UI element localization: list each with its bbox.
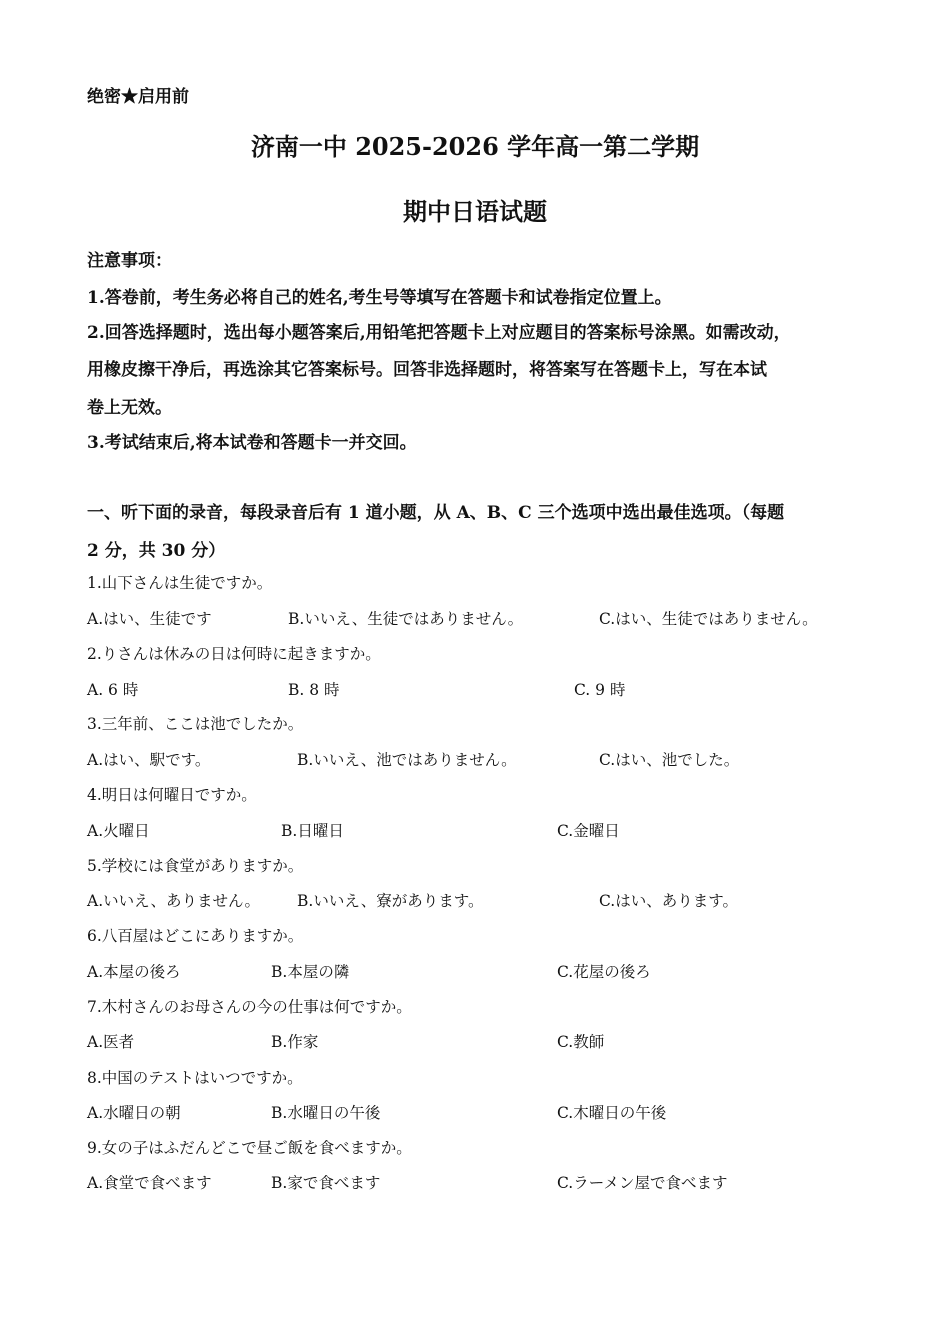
- option-b: B.家で食べます: [271, 1174, 381, 1192]
- notes-heading: 注意事项：: [87, 251, 172, 271]
- option-b: B.日曜日: [281, 822, 344, 840]
- option-c: C.木曜日の午後: [557, 1104, 667, 1122]
- note-line: 3.考试结束后,将本试卷和答题卡一并交回。: [87, 433, 417, 453]
- section-heading-cont: 2 分，共 30 分）: [87, 541, 226, 561]
- option-b: B. 8 時: [288, 681, 340, 699]
- section-heading: 一、听下面的录音，每段录音后有 1 道小题，从 A、B、C 三个选项中选出最佳选项。（每题: [87, 503, 785, 523]
- option-b: B.いいえ、池ではありません。: [297, 751, 517, 769]
- option-b: B.本屋の隣: [271, 963, 350, 981]
- note-line: 1.答卷前，考生务必将自己的姓名,考生号等填写在答题卡和试卷指定位置上。: [87, 288, 672, 308]
- question-text: 4.明日は何曜日ですか。: [87, 786, 257, 804]
- note-line: 用橡皮擦干净后，再选涂其它答案标号。回答非选择题时，将答案写在答题卡上，写在本试: [87, 360, 767, 380]
- exam-title: 济南一中 2025-2026 学年高一第二学期: [250, 132, 700, 161]
- option-a: A.本屋の後ろ: [87, 963, 181, 981]
- question-text: 6.八百屋はどこにありますか。: [87, 927, 304, 945]
- option-c: C.花屋の後ろ: [557, 963, 651, 981]
- option-c: C.はい、池でした。: [599, 751, 740, 769]
- option-b: B.いいえ、生徒ではありません。: [288, 610, 524, 628]
- option-a: A.はい、生徒です: [87, 610, 212, 628]
- option-a: A.水曜日の朝: [87, 1104, 181, 1122]
- question-text: 8.中国のテストはいつですか。: [87, 1069, 303, 1087]
- question-text: 2.りさんは休みの日は何時に起きますか。: [87, 645, 381, 663]
- note-line: 卷上无效。: [87, 398, 172, 418]
- option-c: C. 9 時: [574, 681, 626, 699]
- option-a: A. 6 時: [87, 681, 139, 699]
- option-a: A.いいえ、ありません。: [87, 892, 260, 910]
- option-c: C.はい、生徒ではありません。: [599, 610, 818, 628]
- question-text: 1.山下さんは生徒ですか。: [87, 574, 273, 592]
- note-line: 2.回答选择题时，选出每小题答案后,用铅笔把答题卡上对应题目的答案标号涂黑。如需改动，: [87, 323, 791, 343]
- question-text: 9.女の子はふだんどこで昼ご飯を食べますか。: [87, 1139, 412, 1157]
- option-c: C.はい、あります。: [599, 892, 738, 910]
- question-text: 5.学校には食堂がありますか。: [87, 857, 304, 875]
- option-b: B.いいえ、寮があります。: [297, 892, 484, 910]
- question-text: 3.三年前、ここは池でしたか。: [87, 715, 304, 733]
- exam-subtitle: 期中日语试题: [403, 197, 547, 226]
- option-a: A.はい、駅です。: [87, 751, 211, 769]
- option-c: C.ラーメン屋で食べます: [557, 1174, 728, 1192]
- option-b: B.水曜日の午後: [271, 1104, 381, 1122]
- option-a: A.火曜日: [87, 822, 150, 840]
- confidential-label: 绝密★启用前: [87, 87, 189, 107]
- question-text: 7.木村さんのお母さんの今の仕事は何ですか。: [87, 998, 412, 1016]
- option-c: C.金曜日: [557, 822, 620, 840]
- option-c: C.教師: [557, 1033, 605, 1051]
- option-b: B.作家: [271, 1033, 319, 1051]
- option-a: A.食堂で食べます: [87, 1174, 212, 1192]
- option-a: A.医者: [87, 1033, 135, 1051]
